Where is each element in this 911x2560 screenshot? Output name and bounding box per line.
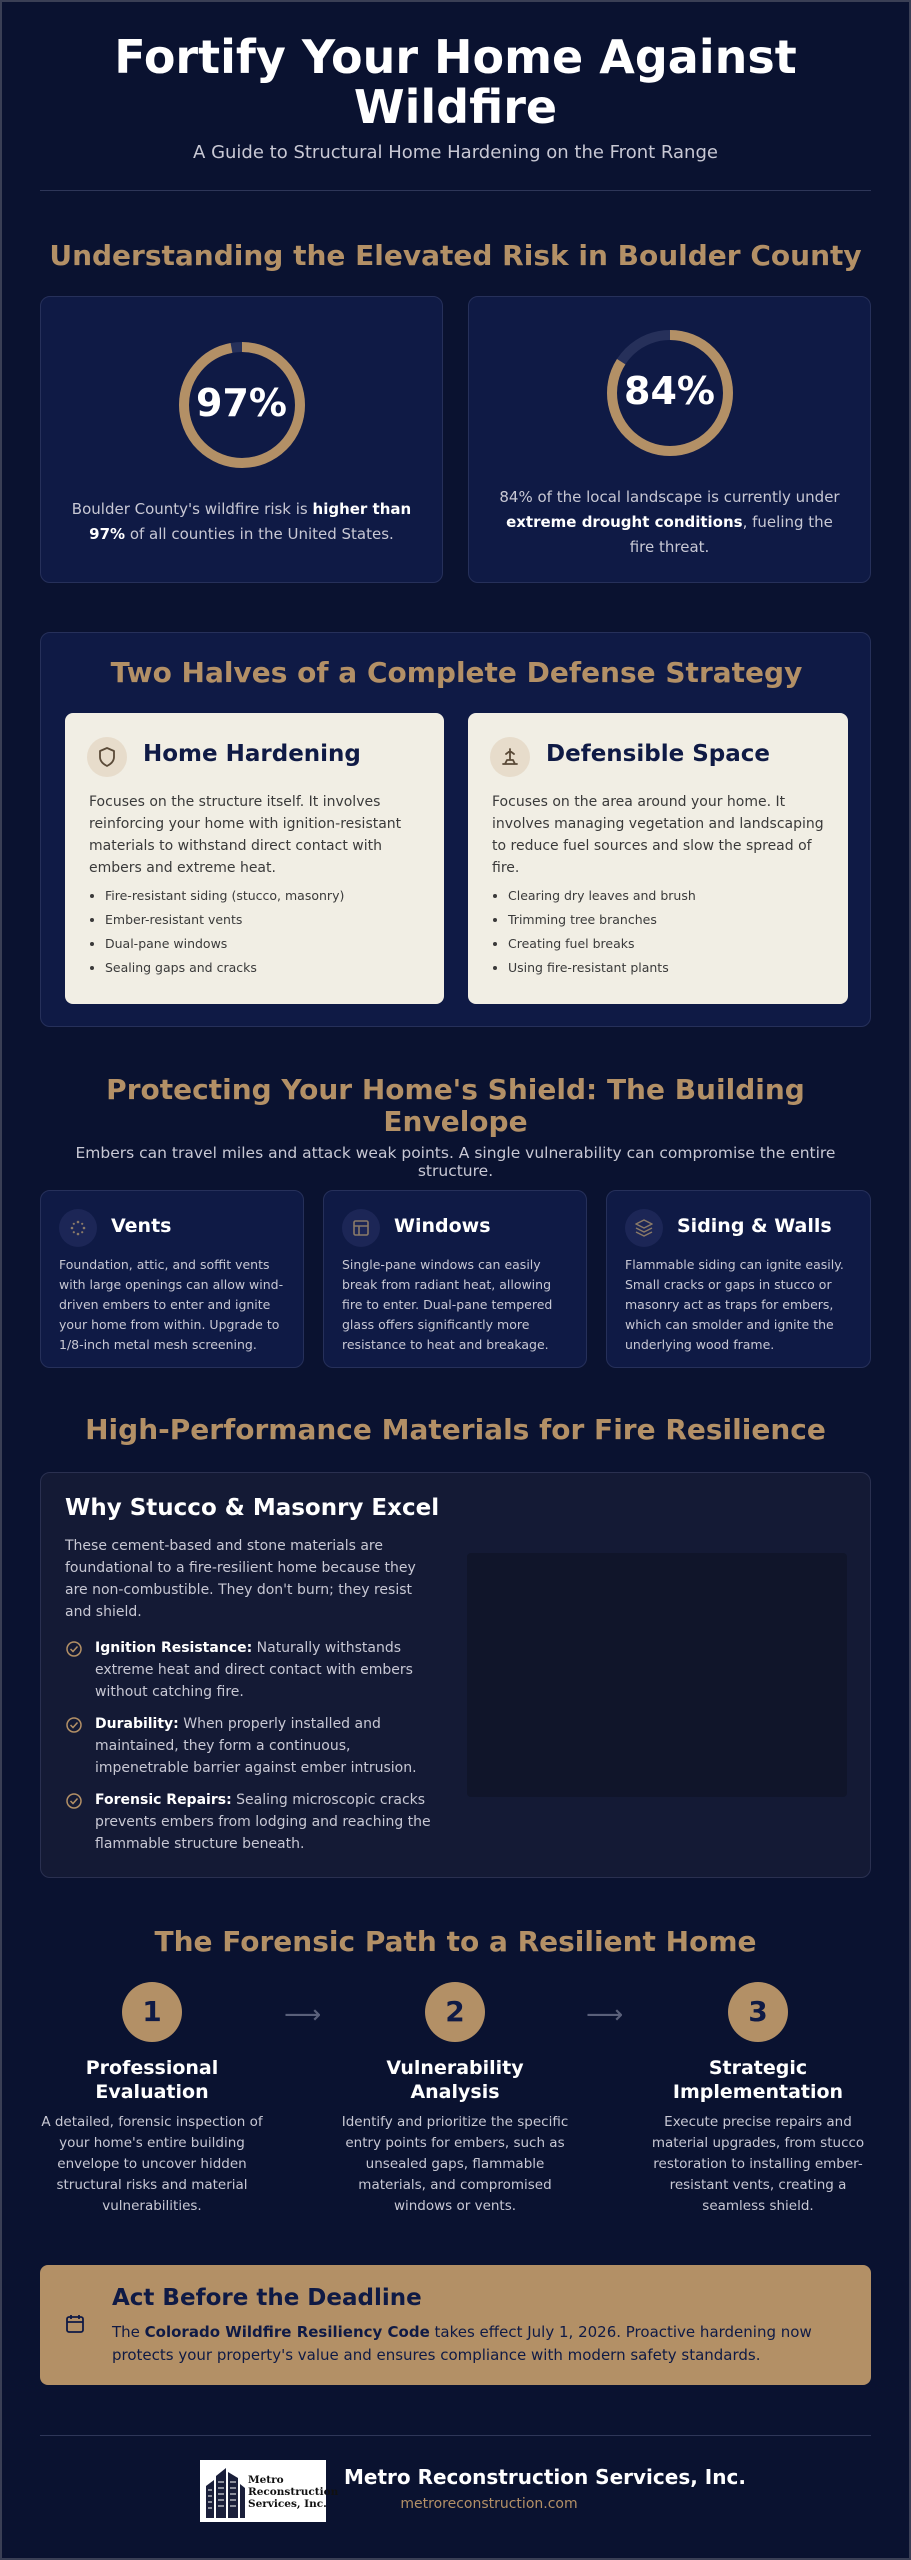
calendar-icon (64, 2313, 86, 2335)
step-3 (643, 1982, 873, 2217)
materials-card (40, 1472, 871, 1878)
arrow-right-icon: ⟶ (284, 2000, 322, 2030)
step-description: A detailed, forensic inspection of your home's entire building envelope to uncover hidden structural risks and material vulnerabilities. (41, 2114, 263, 2214)
defense-card-hardening (65, 713, 444, 1004)
list-item: • Fire-resistant siding (stucco, masonry) (105, 889, 344, 903)
garden-icon (490, 737, 530, 777)
card-description: Single-pane windows can easily break from radiant heat, allowing fire to enter. Dual-pane tempered glass offers significantly more resistance to heat and breakage. (342, 1257, 553, 1352)
defense-section-title: Two Halves of a Complete Defense Strategy (110, 656, 803, 689)
window-icon (342, 1209, 380, 1247)
check-circle-icon (65, 1716, 83, 1734)
list-item: • Dual-pane windows (105, 937, 344, 951)
shield-icon (87, 737, 127, 777)
list-item: • Using fire-resistant plants (508, 961, 696, 975)
envelope-subtitle: Embers can travel miles and attack weak points. A single vulnerability can compromise the entire structure. (75, 1144, 836, 1180)
page-title: Fortify Your Home Against Wildfire (114, 30, 797, 134)
step-title: Strategic Implementation (672, 2057, 844, 2103)
list-item: • Clearing dry leaves and brush (508, 889, 696, 903)
image-placeholder (467, 1553, 847, 1797)
stat-value: 97% (196, 381, 287, 425)
step-1 (37, 1982, 267, 2217)
materials-section-title: High-Performance Materials for Fire Resilience (85, 1413, 826, 1446)
envelope-card-siding (606, 1190, 871, 1368)
envelope-card-vents (40, 1190, 304, 1368)
step-number: 1 (122, 1982, 182, 2042)
check-circle-icon (65, 1640, 83, 1658)
vent-icon (59, 1209, 97, 1247)
stat-card-risk (40, 296, 443, 583)
list-item: • Sealing gaps and cracks (105, 961, 344, 975)
step-number: 3 (728, 1982, 788, 2042)
card-title: Defensible Space (546, 741, 770, 767)
card-title: Windows (394, 1215, 491, 1237)
arrow-right-icon: ⟶ (586, 2000, 624, 2030)
feature-list (492, 889, 696, 985)
benefit-item: Durability: When properly installed and maintained, they form a continuous, impenetrable barrier against ember intrusion. (65, 1713, 441, 1779)
cta-text: The Colorado Wildfire Resiliency Code takes effect July 1, 2026. Proactive hardening now protects your property's value and ensures compliance with modern safety standards. (112, 2323, 812, 2364)
stat-value: 84% (624, 369, 715, 413)
defense-card-space (468, 713, 848, 1004)
step-description: Identify and prioritize the specific entry points for embers, such as unsealed gaps, flammable materials, and compromised windows or vents. (341, 2114, 569, 2214)
list-item: • Ember-resistant vents (105, 913, 344, 927)
stat-description: 84% of the local landscape is currently under extreme drought conditions, fueling the fire threat. (499, 488, 840, 556)
divider (40, 190, 871, 191)
card-title: Why Stucco & Masonry Excel (65, 1495, 440, 1521)
card-title: Vents (111, 1215, 172, 1237)
company-name: Metro Reconstruction Services, Inc. (344, 2465, 746, 2489)
defense-section (40, 632, 871, 1027)
step-title: Vulnerability Analysis (386, 2057, 524, 2103)
company-logo (200, 2460, 339, 2522)
step-title: Professional Evaluation (85, 2057, 219, 2103)
page-header (40, 32, 871, 163)
check-circle-icon (65, 1792, 83, 1810)
layers-icon (625, 1209, 663, 1247)
step-2 (340, 1982, 570, 2217)
list-item: • Creating fuel breaks (508, 937, 696, 951)
cta-title: Act Before the Deadline (112, 2285, 422, 2311)
card-description: Foundation, attic, and soffit vents with large openings can allow wind-driven embers to enter and ignite your home from within. Upgrade to 1/8-inch metal mesh screening. (59, 1257, 284, 1352)
divider (40, 2435, 871, 2436)
envelope-section-title: Protecting Your Home's Shield: The Building Envelope (106, 1073, 805, 1138)
cta-banner (40, 2265, 871, 2385)
envelope-card-windows (323, 1190, 587, 1368)
step-number: 2 (425, 1982, 485, 2042)
stat-card-drought (468, 296, 871, 583)
card-title: Siding & Walls (677, 1215, 832, 1237)
list-item: • Trimming tree branches (508, 913, 696, 927)
card-description: Focuses on the structure itself. It involves reinforcing your home with ignition-resistant materials to withstand direct contact with embers and extreme heat. (89, 794, 402, 876)
risk-section-title: Understanding the Elevated Risk in Boulder County (49, 239, 862, 272)
logo-text: Metro Reconstruction Services, Inc. (248, 2474, 339, 2510)
page-subtitle: A Guide to Structural Home Hardening on the Front Range (193, 142, 718, 163)
feature-list (89, 889, 344, 985)
path-section-title: The Forensic Path to a Resilient Home (154, 1925, 757, 1958)
stat-description: Boulder County's wildfire risk is higher than 97% of all counties in the United States. (71, 500, 412, 543)
step-description: Execute precise repairs and material upgrades, from stucco restoration to installing ember-resistant vents, creating a seamless shield. (651, 2114, 865, 2214)
building-logo-icon (204, 2464, 246, 2518)
benefit-item: Forensic Repairs: Sealing microscopic cracks prevents embers from lodging and reaching the flammable structure beneath. (65, 1789, 441, 1855)
card-description: Focuses on the area around your home. It involves managing vegetation and landscaping to reduce fuel sources and slow the spread of fire. (492, 794, 824, 876)
card-title: Home Hardening (143, 741, 361, 767)
card-intro: These cement-based and stone materials are foundational to a fire-resilient home because they are non-combustible. They don't burn; they resist and shield. (65, 1538, 416, 1620)
card-description: Flammable siding can ignite easily. Small cracks or gaps in stucco or masonry act as traps for embers, which can smolder and ignite the underlying wood frame. (625, 1257, 844, 1352)
benefit-item: Ignition Resistance: Naturally withstands extreme heat and direct contact with embers without catching fire. (65, 1637, 441, 1703)
company-url[interactable]: metroreconstruction.com (400, 2496, 578, 2512)
